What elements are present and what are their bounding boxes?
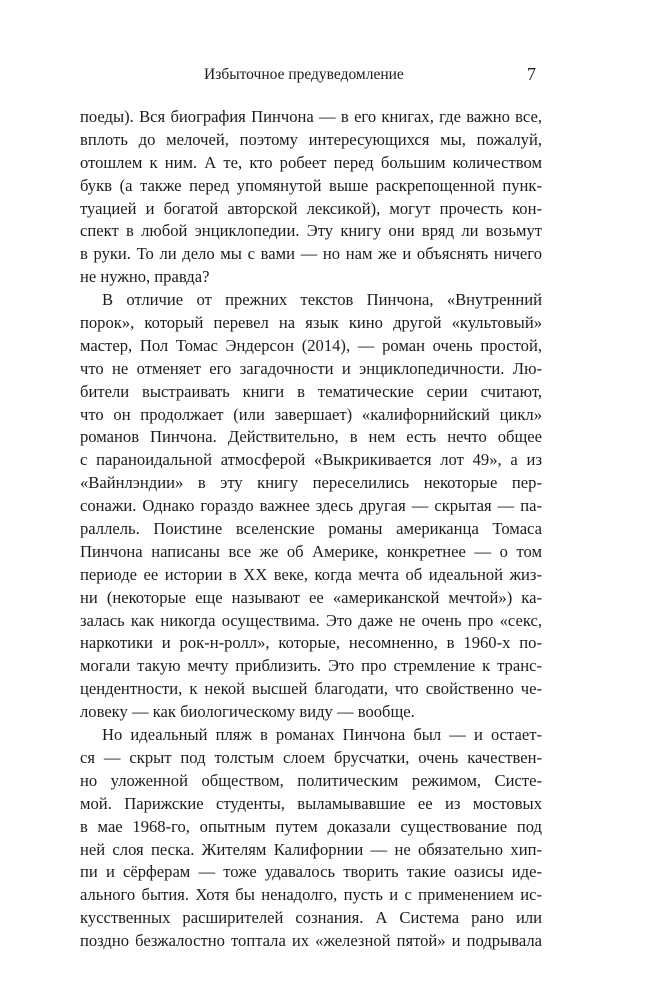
- running-title: Избыточное предуведомление: [204, 66, 404, 83]
- text-line: раллель. Поистине вселенские романы американца Томаса: [80, 519, 542, 539]
- text-line: поздно безжалостно топтала их «железной пятой» и подрывала: [80, 931, 542, 951]
- text-line: порок», который перевел на язык кино другой «культовый»: [80, 313, 542, 333]
- text-line: что не отменяет его загадочности и энциклопедичности. Лю-: [80, 358, 542, 378]
- text-line: пи и сёрферам — тоже удавалось творить такие оазисы иде-: [80, 862, 542, 882]
- text-line: мастер, Пол Томас Эндерсон (2014), — роман очень простой,: [80, 335, 542, 355]
- text-line: вплоть до мелочей, поэтому интересующихся мы, пожалуй,: [80, 129, 542, 149]
- text-line: Но идеальный пляж в романах Пинчона был — и остает-: [102, 725, 542, 745]
- text-line: не нужно, правда?: [80, 267, 210, 287]
- text-line: букв (а также перед упомянутой выше раскрепощенной пунк-: [80, 175, 542, 195]
- text-line: ни (некоторые еще называют ее «американской мечтой») ка-: [80, 587, 542, 607]
- text-line: Пинчона написаны все же об Америке, конкретнее — о том: [80, 541, 542, 561]
- text-line: отошлем к ним. А те, кто робеет перед большим количеством: [80, 152, 542, 172]
- text-line: мой. Парижские студенты, выламывавшие ее из мостовых: [80, 793, 542, 813]
- page-number: 7: [527, 64, 536, 84]
- text-line: периоде ее истории в XX веке, когда мечта об идеальной жиз-: [80, 564, 542, 584]
- text-line: в мае 1968-го, опытным путем доказали существование под: [80, 816, 542, 836]
- text-line: ловеку — как биологическому виду — вообще.: [80, 702, 415, 722]
- text-line: спект в любой энциклопедии. Эту книгу они вряд ли возьмут: [80, 221, 542, 241]
- text-line: залась как никогда осуществима. Это даже не очень про «секс,: [80, 610, 542, 630]
- text-line: но уложенной обществом, политическим режимом, Систе-: [80, 770, 542, 790]
- text-line: с параноидальной атмосферой «Выкрикивается лот 49», а из: [80, 450, 542, 470]
- text-line: что он продолжает (или завершает) «калифорнийский цикл»: [80, 404, 542, 424]
- text-line: поеды). Вся биография Пинчона — в его книгах, где важно все,: [80, 107, 542, 126]
- text-line: наркотики и рок-н-ролл», которые, несомненно, в 1960-х по-: [80, 633, 542, 653]
- text-line: туацией и богатой авторской лексикой), могут прочесть кон-: [80, 198, 542, 218]
- page-header: [78, 66, 542, 90]
- text-line: романов Пинчона. Действительно, в нем есть нечто общее: [80, 427, 542, 447]
- text-line: «Вайнлэндии» в эту книгу переселились некоторые пер-: [80, 473, 542, 493]
- text-line: В отличие от прежних текстов Пинчона, «Внутренний: [102, 290, 542, 310]
- text-line: могали такую мечту приблизить. Это про стремление к транс-: [80, 656, 542, 676]
- body-text: [80, 106, 542, 953]
- text-line: ального бытия. Хотя бы ненадолго, пусть и с применением ис-: [80, 885, 542, 905]
- text-line: ней слоя песка. Жителям Калифорнии — не обязательно хип-: [80, 839, 542, 859]
- text-line: бители выстраивать книги в тематические серии считают,: [80, 381, 542, 401]
- text-line: в руки. То ли дело мы с вами — но нам же и объяснять ничего: [80, 244, 542, 264]
- text-line: сонажи. Однако гораздо важнее здесь другая — скрытая — па-: [80, 496, 542, 516]
- text-line: цендентности, к некой высшей благодати, что свойственно че-: [80, 679, 542, 699]
- text-line: кусственных расширителей сознания. А Система рано или: [80, 908, 542, 928]
- text-line: ся — скрыт под толстым слоем брусчатки, очень качествен-: [80, 747, 542, 767]
